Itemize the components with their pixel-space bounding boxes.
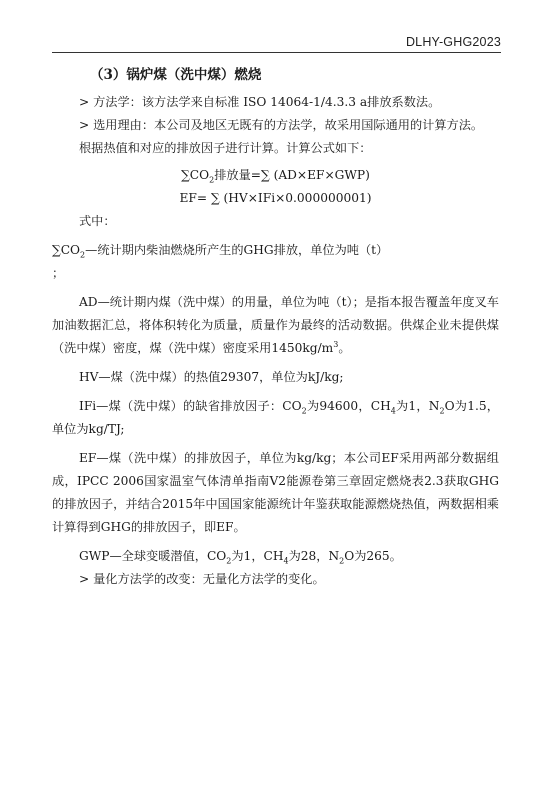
calculation-intro: 根据热值和对应的排放因子进行计算。计算公式如下： <box>79 141 372 155</box>
ifi-sub-n2o: 2 <box>439 406 445 416</box>
ifi-sub-ch4: 4 <box>390 406 396 416</box>
gwp-sub-n2o: 2 <box>339 556 345 566</box>
co2-formula-sub: 2 <box>209 175 215 185</box>
ifi-definition <box>52 395 499 441</box>
gwp-def-a: GWP—全球变暖潜值，CO <box>79 549 227 563</box>
co2-definition-tail: ； <box>52 266 65 280</box>
ad-definition <box>52 291 499 360</box>
co2-definition <box>52 239 499 262</box>
methodology-line: > 方法学：该方法学来自标准 ISO 14064-1/4.3.3 a排放系数法。 <box>79 95 441 109</box>
methodology-change: > 量化方法学的改变：无量化方法学的变化。 <box>79 572 325 586</box>
co2-def-sub: 2 <box>80 250 86 260</box>
ifi-sub-co2: 2 <box>301 406 307 416</box>
ifi-def-a: IFi—煤（洗中煤）的缺省排放因子：CO <box>79 399 302 413</box>
hv-definition: HV—煤（洗中煤）的热值29307，单位为kJ/kg; <box>79 370 344 384</box>
document-code: DLHY-GHG2023 <box>405 35 501 49</box>
ad-def-tail: 。 <box>338 341 351 355</box>
where-label: 式中： <box>79 214 116 228</box>
gwp-sub-ch4: 4 <box>283 556 289 566</box>
gwp-sub-co2: 2 <box>226 556 232 566</box>
ifi-def-d: O为1.5，单位为kg/TJ; <box>52 399 499 436</box>
co2-def-post: —统计期内柴油燃烧所产生的GHG排放，单位为吨（t） <box>85 243 389 257</box>
document-body <box>52 62 499 591</box>
selection-reason: > 选用理由：本公司及地区无既有的方法学，故采用国际通用的计算方法。 <box>79 118 484 132</box>
gwp-def-d: O为265。 <box>344 549 402 563</box>
co2-formula-pre: ∑CO <box>181 168 210 182</box>
co2-formula-post: 排放量=∑ (AD×EF×GWP) <box>214 168 370 182</box>
ef-formula: EF= ∑ (HV×IFi×0.000000001) <box>179 191 372 205</box>
gwp-def-c: 为28，N <box>288 549 340 563</box>
section-title: （3）锅炉煤（洗中煤）燃烧 <box>90 67 262 83</box>
gwp-definition <box>52 545 499 568</box>
co2-formula <box>52 164 499 187</box>
ef-definition: EF—煤（洗中煤）的排放因子，单位为kg/kg；本公司EF采用两部分数据组成，IPCC 2006国家温室气体清单指南V2能源卷第三章固定燃烧表2.3获取GHG的排放因子，并结合2015年中国国家能源统计年鉴获取能源燃烧热值，两数据相乘计算得到GHG的排放因子，即EF。 <box>52 451 499 534</box>
ad-def-sup: 3 <box>333 339 339 349</box>
ifi-def-b: 为94600，CH <box>306 399 391 413</box>
gwp-def-b: 为1，CH <box>231 549 284 563</box>
ad-def-text: AD—统计期内煤（洗中煤）的用量，单位为吨（t）；是指本报告覆盖年度叉车加油数据汇总，将体积转化为质量，质量作为最终的活动数据。供煤企业未提供煤（洗中煤）密度，煤（洗中煤）密度采用1450kg/m <box>52 295 499 355</box>
co2-def-pre: ∑CO <box>52 243 81 257</box>
header-divider <box>52 52 501 53</box>
ifi-def-c: 为1，N <box>395 399 440 413</box>
